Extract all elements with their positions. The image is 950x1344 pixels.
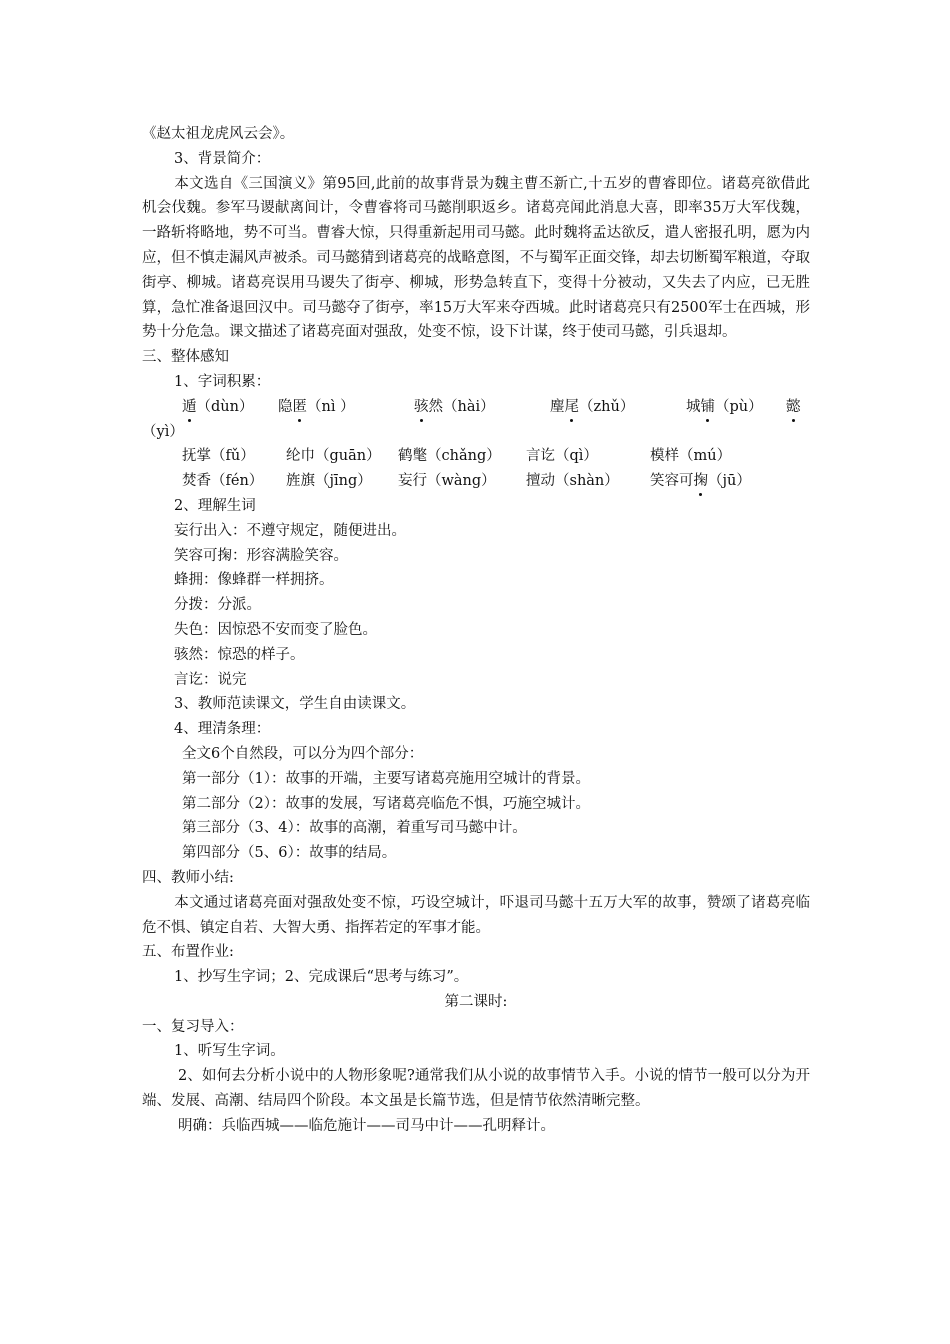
outline-line: 第四部分（5、6）：故事的结局。 bbox=[182, 845, 397, 862]
section-heading: 3、背景简介： bbox=[174, 150, 271, 167]
vocab-wrap: （yì） bbox=[142, 423, 184, 440]
outline-line: 第三部分（3、4）：故事的高潮，着重写司马懿中计。 bbox=[182, 820, 527, 837]
section-subheading: 2、理解生词 bbox=[174, 497, 256, 514]
vocab-item: 模样（mú） bbox=[650, 448, 732, 465]
outline-line: 全文6个自然段，可以分为四个部分： bbox=[182, 745, 424, 762]
vocab-row bbox=[142, 469, 810, 494]
vocab-item: 隐匿（nì ） bbox=[278, 395, 414, 420]
background-paragraph: 本文选自《三国演义》第95回,此前的故事背景为魏主曹丕新亡,十五岁的曹睿即位。诸葛亮欲借此机会伐魏。参军马谡献离间计，令曹睿将司马懿削职返乡。诸葛亮闻此消息大喜，即率35万大军伐魏，一路斩将略地，势不可当。曹睿大惊，只得重新起用司马懿。此时魏将孟达欲反，遣人密报孔明，愿为内应，但不慎走漏风声被杀。司马懿猜到诸葛亮的战略意图，不与蜀军正面交锋，却去切断蜀军粮道，夺取街亭、柳城。诸葛亮误用马谡失了街亭、柳城，形势急转直下，变得十分被动，又失去了内应，已无胜算，急忙准备退回汉中。司马懿夺了街亭，率15万大军来夺西城。此时诸葛亮只有2500军士在西城，形势十分危急。课文描述了诸葛亮面对强敌，处变不惊，设下计谋，终于使司马懿，引兵退却。 bbox=[142, 175, 810, 341]
review-paragraph: 2、如何去分析小说中的人物形象呢?通常我们从小说的故事情节入手。小说的情节一般可以分为开端、发展、高潮、结局四个阶段。本文虽是长篇节选，但是情节依然清晰完整。 bbox=[142, 1068, 810, 1110]
review-line: 1、听写生字词。 bbox=[174, 1043, 285, 1060]
vocab-item: 言讫（qì） bbox=[526, 448, 598, 465]
document-page bbox=[142, 122, 810, 1139]
vocab-item: 懿 bbox=[786, 395, 806, 420]
vocab-item: 麈尾（zhǔ） bbox=[550, 395, 686, 420]
vocab-item: 妄行（wàng） bbox=[398, 473, 496, 490]
section-heading: 一、复习导入： bbox=[142, 1018, 244, 1035]
vocab-item: 纶巾（guān） bbox=[286, 448, 381, 465]
section-subheading: 1、字词积累： bbox=[174, 373, 271, 390]
section-subheading: 4、理清条理： bbox=[174, 721, 271, 738]
word-definition: 笑容可掬：形容满脸笑容。 bbox=[174, 547, 348, 564]
outline-line: 第二部分（2）：故事的发展，写诸葛亮临危不惧，巧施空城计。 bbox=[182, 795, 590, 812]
section-heading: 三、整体感知 bbox=[142, 349, 229, 366]
summary-paragraph: 本文通过诸葛亮面对强敌处变不惊，巧设空城计，吓退司马懿十五万大军的故事，赞颂了诸葛亮临危不惧、镇定自若、大智大勇、指挥若定的军事才能。 bbox=[142, 894, 810, 936]
vocab-item: 焚香（fén） bbox=[182, 473, 264, 490]
vocab-row bbox=[142, 395, 810, 420]
text-line: 《赵太祖龙虎风云会》。 bbox=[142, 126, 295, 142]
outline-line: 第一部分（1）：故事的开端，主要写诸葛亮施用空城计的背景。 bbox=[182, 770, 590, 787]
vocab-item: 城铺（pù） bbox=[686, 395, 786, 420]
vocab-item: 鹤氅（chǎng） bbox=[398, 448, 501, 465]
word-definition: 分拨：分派。 bbox=[174, 597, 261, 614]
word-definition: 言讫：说完 bbox=[174, 671, 247, 688]
word-definition: 蜂拥：像蜂群一样拥挤。 bbox=[174, 572, 334, 589]
word-definition: 失色：因惊恐不安而变了脸色。 bbox=[174, 621, 377, 638]
section-subheading: 3、教师范读课文，学生自由读课文。 bbox=[174, 696, 416, 713]
vocab-item: 骇然（hài） bbox=[414, 395, 550, 420]
lesson-title: 第二课时: bbox=[444, 993, 508, 1010]
vocab-item: 遁（dùn） bbox=[182, 395, 278, 420]
vocab-row bbox=[142, 444, 810, 469]
section-heading: 五、布置作业: bbox=[142, 944, 234, 961]
vocab-item: 擅动（shàn） bbox=[526, 473, 619, 490]
section-heading: 四、教师小结: bbox=[142, 869, 234, 886]
vocab-item: 抚掌（fǔ） bbox=[182, 448, 255, 465]
vocab-item: 笑容可掬（jū） bbox=[650, 469, 800, 494]
homework-line: 1、抄写生字词；2、完成课后“思考与练习”。 bbox=[174, 969, 469, 986]
word-definition: 骇然：惊恐的样子。 bbox=[174, 646, 305, 663]
vocab-item: 旌旗（jīng） bbox=[286, 473, 372, 490]
word-definition: 妄行出入：不遵守规定，随便进出。 bbox=[174, 522, 406, 539]
clarify-line: 明确：兵临西城——临危施计——司马中计——孔明释计。 bbox=[178, 1117, 555, 1134]
